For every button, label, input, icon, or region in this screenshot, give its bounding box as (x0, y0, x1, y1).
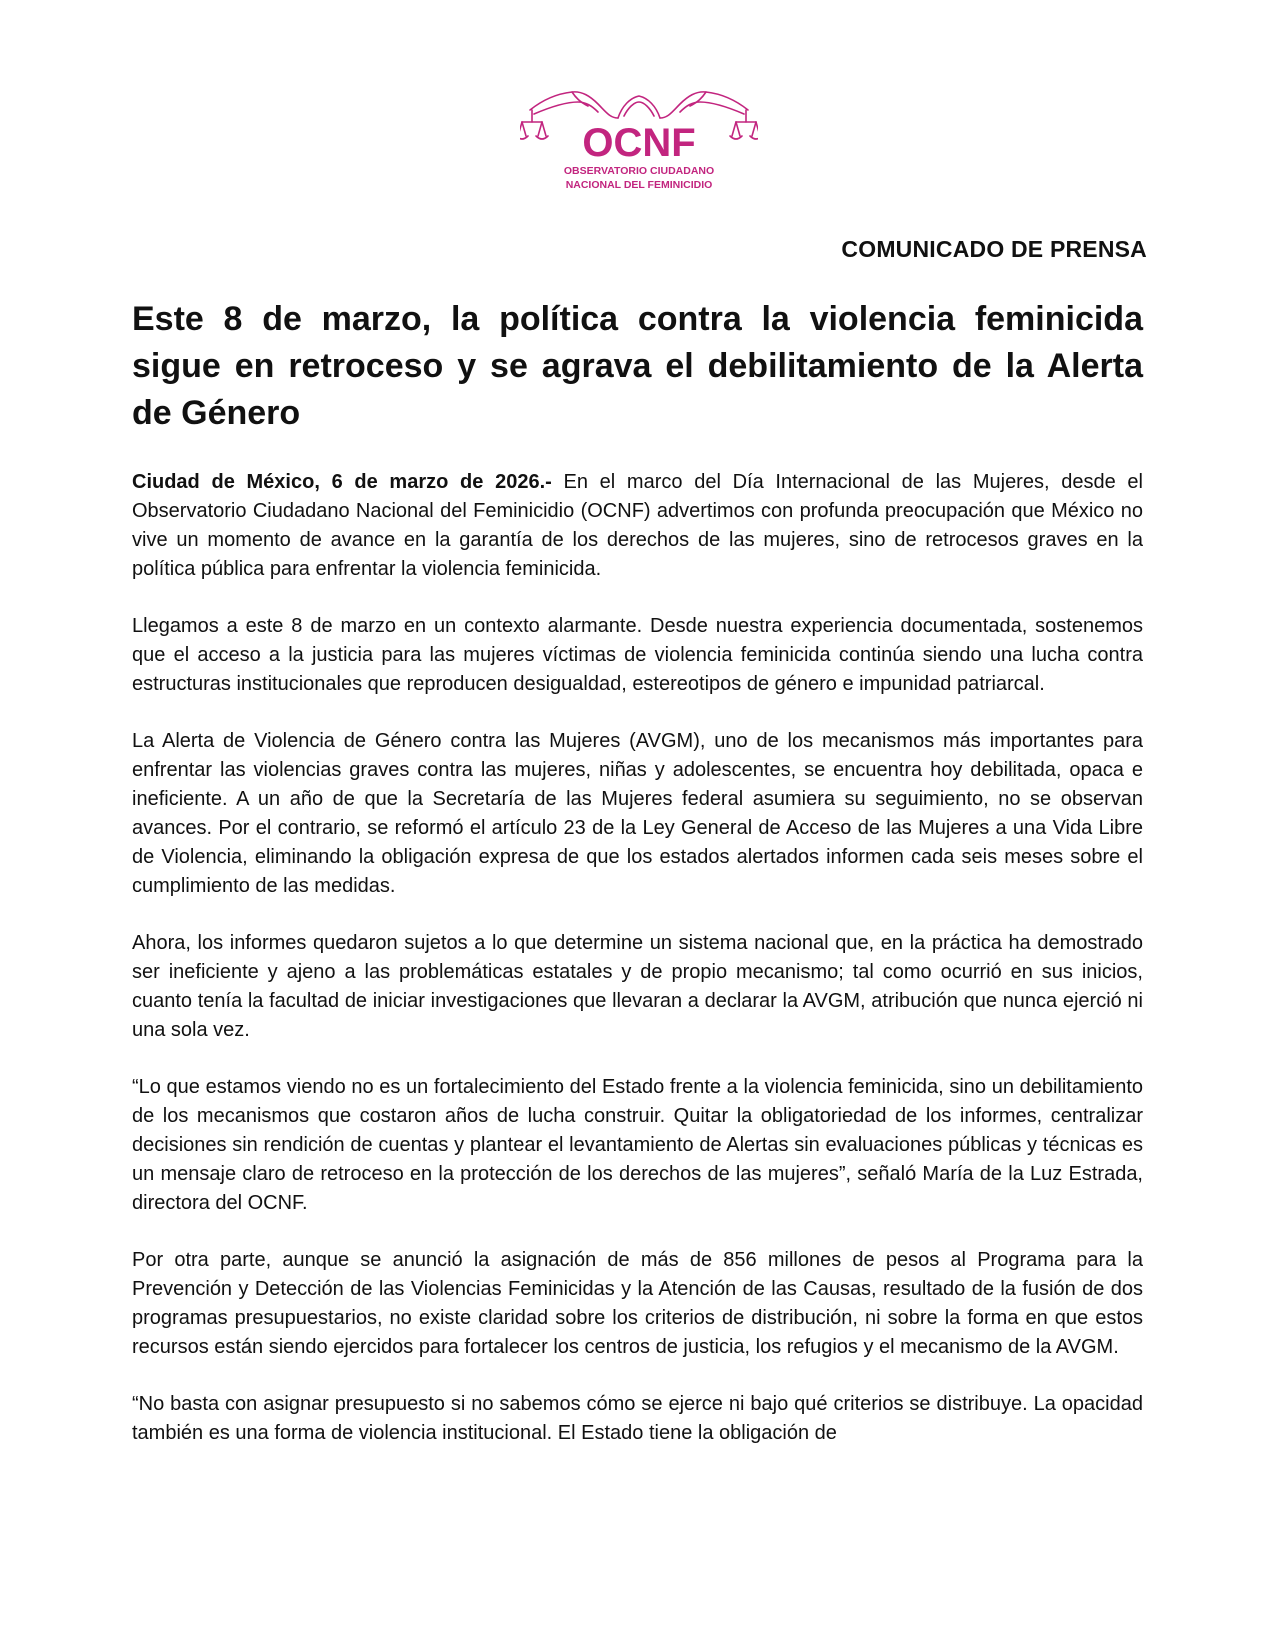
logo-line-1: OBSERVATORIO CIUDADANO (563, 165, 715, 177)
logo-line-2: NACIONAL DEL FEMINICIDIO (565, 179, 713, 191)
paragraph-1-text: En el marco del Día Internacional de las Mujeres, desde el Observatorio Ciudadano Nacional del Feminicidio (OCNF) advertimos con profunda preocupación que México no vive un momento de avance en la garantía de los derechos de las mujeres, sino de retrocesos graves en la política pública para enfrentar la violencia feminicida. (132, 471, 1143, 580)
paragraph-4: Ahora, los informes quedaron sujetos a lo que determine un sistema nacional que, en la práctica ha demostrado ser ineficiente y ajeno a las problemáticas estatales y de propio mecanismo; tal como ocurrió en sus inicios, cuanto tenía la facultad de iniciar investigaciones que llevaran a declarar la AVGM, atribución que nunca ejerció ni una sola vez. (132, 932, 1143, 1041)
paragraph-5: “Lo que estamos viendo no es un fortalecimiento del Estado frente a la violencia feminicida, sino un debilitamiento de los mecanismos que costaron años de lucha construir. Quitar la obligatoriedad de los informes, centralizar decisiones sin rendición de cuentas y plantear el levantamiento de Alertas sin evaluaciones públicas y técnicas es un mensaje claro de retroceso en la protección de los derechos de las mujeres”, señaló María de la Luz Estrada, directora del OCNF. (132, 1076, 1143, 1214)
ocnf-logo (520, 88, 758, 200)
paragraph-2: Llegamos a este 8 de marzo en un contexto alarmante. Desde nuestra experiencia documentada, sostenemos que el acceso a la justicia para las mujeres víctimas de violencia feminicida continúa siendo una lucha contra estructuras institucionales que reproducen desigualdad, estereotipos de género e impunidad patriarcal. (132, 615, 1143, 695)
paragraph-3: La Alerta de Violencia de Género contra las Mujeres (AVGM), uno de los mecanismos más importantes para enfrentar las violencias graves contra las mujeres, niñas y adolescentes, se encuentra hoy debilitada, opaca e ineficiente. A un año de que la Secretaría de las Mujeres federal asumiera su seguimiento, no se observan avances. Por el contrario, se reformó el artículo 23 de la Ley General de Acceso de las Mujeres a una Vida Libre de Violencia, eliminando la obligación expresa de que los estados alertados informen cada seis meses sobre el cumplimiento de las medidas. (132, 730, 1143, 897)
paragraph-1 (132, 468, 1143, 584)
logo-acronym: OCNF (582, 121, 696, 165)
press-release-body (132, 468, 1143, 1448)
dateline: Ciudad de México, 6 de marzo de 2026.- (132, 471, 552, 493)
headline: Este 8 de marzo, la política contra la violencia feminicida sigue en retroceso y se agrava el debilitamiento de la Alerta de Género (132, 300, 1143, 432)
paragraph-6: Por otra parte, aunque se anunció la asignación de más de 856 millones de pesos al Programa para la Prevención y Detección de las Violencias Feminicidas y la Atención de las Causas, resultado de la fusión de dos programas presupuestarios, no existe claridad sobre los criterios de distribución, ni sobre la forma en que estos recursos están siendo ejercidos para fortalecer los centros de justicia, los refugios y el mecanismo de la AVGM. (132, 1249, 1143, 1358)
paragraph-7: “No basta con asignar presupuesto si no sabemos cómo se ejerce ni bajo qué criterios se distribuye. La opacidad también es una forma de violencia institucional. El Estado tiene la obligación de (132, 1393, 1143, 1444)
document-type-label: COMUNICADO DE PRENSA (841, 236, 1147, 262)
